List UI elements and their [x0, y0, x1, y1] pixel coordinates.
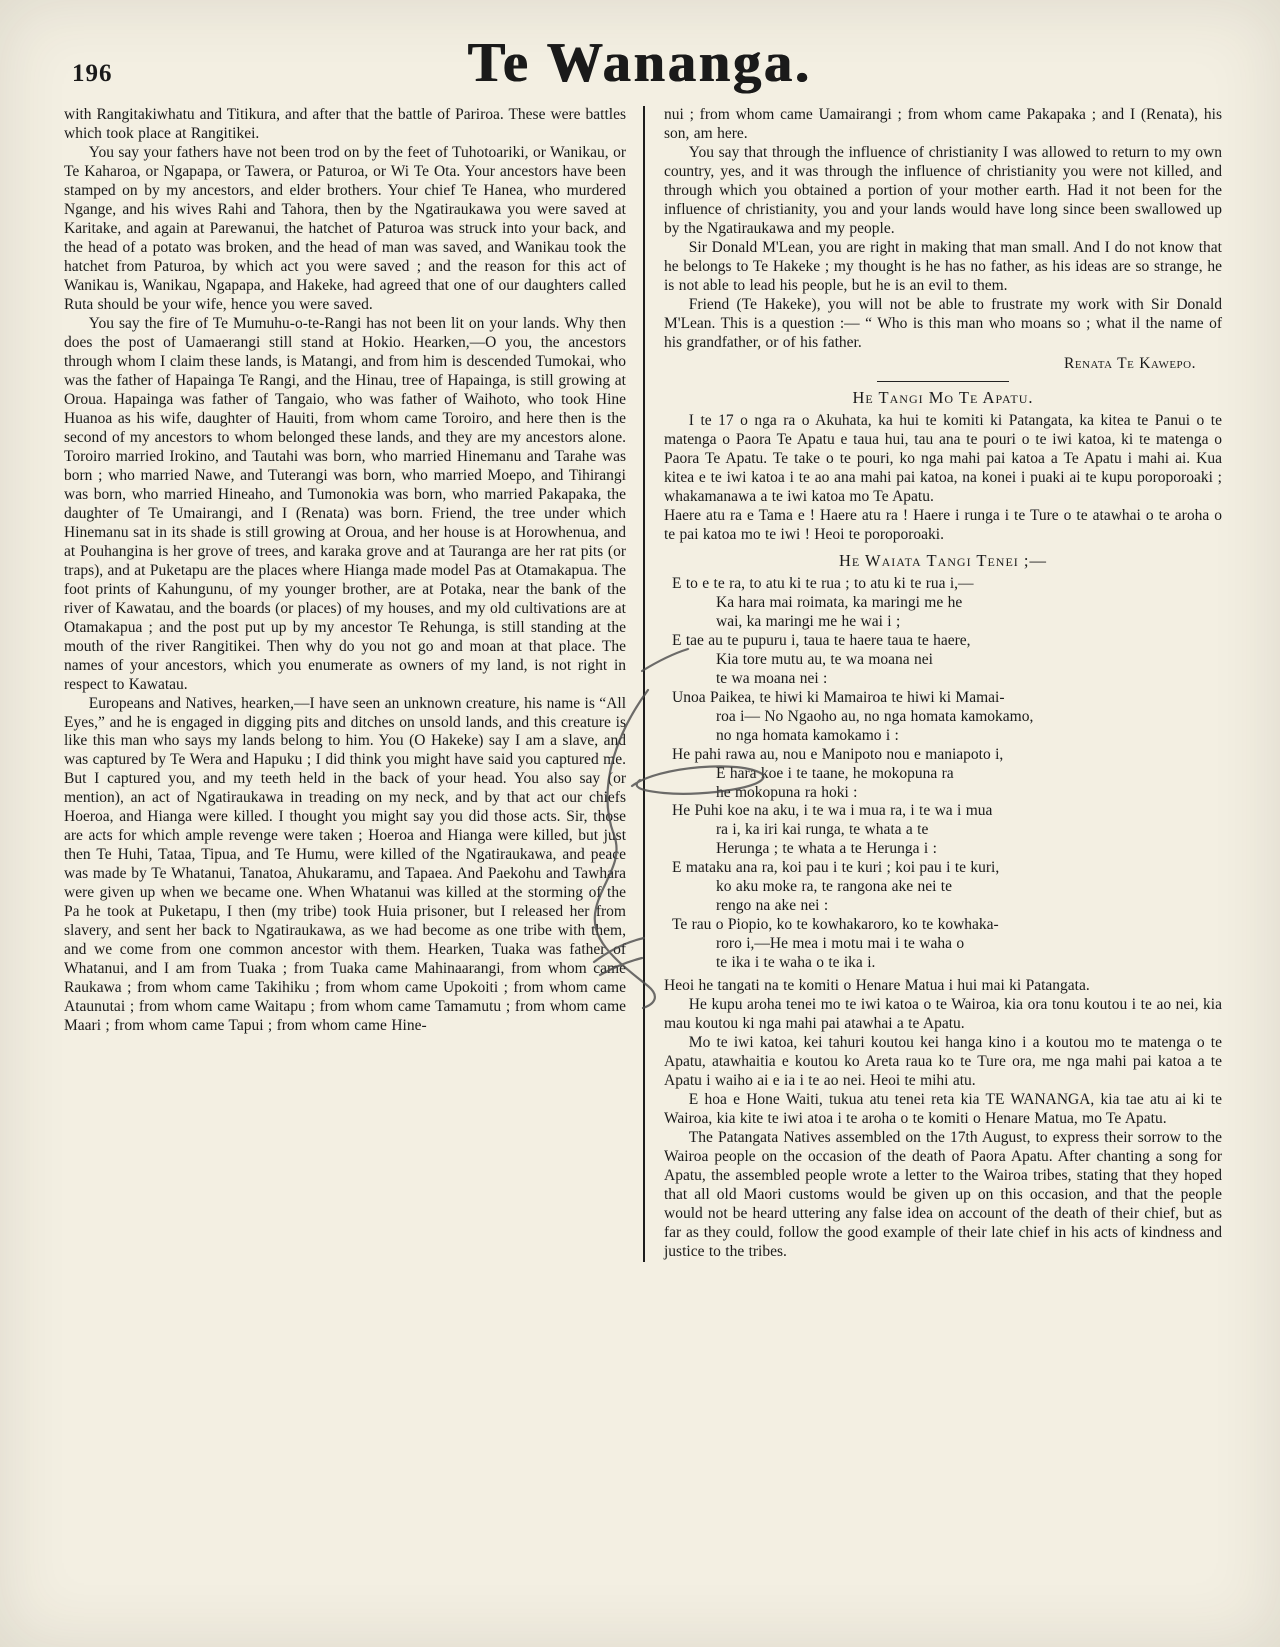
waiata — [664, 575, 1222, 974]
paragraph: You say your fathers have not been trod on by the feet of Tuhotoariki, or Wanikau, or Te Kaharoa, or Ngapapa, or Tawera, or Paturoa, or Wi Te Ota. Your ancestors have been stamped on by my ancestors, and elder brothers. Your chief Te Hanea, who murdered Ngange, and his wives Rahi and Tahora, then by the Ngatiraukawa you were saved at Karitake, and again at Parewanui, the hatchet of Paturoa was struck into your back, and the head of a potato was broken, and the head of man was saved, and Wanikau took the hatchet from Paturoa, by which act you were saved ; and the reason for this act of Wanikau is, Wanikau, Ngapapa, and Hakeke, had agreed that one of our daughters called Ruta should be your wife, hence you were saved. — [64, 143, 626, 313]
waiata-line: Kia tore mutu au, te wa moana nei — [716, 650, 933, 668]
left-column — [64, 106, 643, 1262]
waiata-line: He Puhi koe na aku, i te wa i mua ra, i te wa i mua — [672, 802, 993, 820]
waiata-line: E tae au te pupuru i, taua te haere taua te haere, — [672, 631, 971, 649]
waiata-line: no nga homata kamokamo i : — [716, 726, 899, 744]
waiata-line: He pahi rawa au, nou e Manipoto nou e maniapoto i, — [672, 745, 1004, 763]
columns — [64, 106, 1222, 1262]
waiata-line: roro i,—He mea i motu mai i te waha o — [716, 935, 965, 953]
waiata-line: te wa moana nei : — [716, 669, 828, 687]
paragraph: I te 17 o nga ra o Akuhata, ka hui te komiti ki Patangata, ka kitea te Panui o te matenga o Paora Te Apatu e taua hui, tau ana te pouri o te iwi katoa, ki te matenga o Paora Te Apatu. Te take o te pouri, ko nga mahi pai katoa a Te Apatu i mahi ai. Kua kitea e te iwi katoa i te ao ana mahi pai katoa, na konei i puaki ai te kupu poroporoaki ; whakamanawa a te iwi katoa mo Te Apatu. — [664, 411, 1222, 505]
paragraph: E hoa e Hone Waiti, tukua atu tenei reta kia TE WANANGA, kia tae atu ai ki te Wairoa, kia kite te iwi atoa i te aroha o te komiti o Henare Matua, mo Te Apatu. — [664, 1091, 1222, 1128]
paragraph: The Patangata Natives assembled on the 17th August, to express their sorrow to the Wairoa people on the occasion of the death of Paora Apatu. After chanting a song for Apatu, the assembled people wrote a letter to the Wairoa tribes, stating that they hoped that all old Maori customs would be given up on this occasion, and that the people would not be heard uttering any false idea on account of the death of their chief, but as far as they could, follow the good example of their late chief in his acts of kindness and justice to the tribes. — [664, 1129, 1222, 1261]
waiata-line: Unoa Paikea, te hiwi ki Mamairoa te hiwi ki Mamai- — [672, 688, 1005, 706]
masthead-title: Te Wananga. — [467, 32, 813, 94]
waiata-line: ko aku moke ra, te rangona ake nei te — [716, 878, 952, 896]
section-heading-waiata: He Waiata Tangi Tenei ;— — [838, 550, 1048, 570]
right-column — [643, 106, 1222, 1262]
waiata-line: Te rau o Piopio, ko te kowhakaroro, ko te kowhaka- — [672, 916, 999, 934]
paragraph: Sir Donald M'Lean, you are right in making that man small. And I do not know that he belongs to Te Hakeke ; my thought is he has no father, as his ideas are so strange, he is not able to lead his people, but he is an evil to them. — [664, 238, 1222, 294]
section-divider-rule — [877, 381, 1009, 382]
waiata-line: E mataku ana ra, koi pau i te kuri ; koi pau i te kuri, — [672, 859, 1000, 877]
page-number: 196 — [72, 60, 113, 87]
signature-renata-te-kawepo: Renata Te Kawepo. — [1064, 354, 1196, 372]
paragraph: You say the fire of Te Mumuhu-o-te-Rangi has not been lit on your lands. Why then does the post of Uamaerangi still stand at Hokio. Hearken,—O you, the ancestors through whom I claim these lands, is Matangi, and from him is descended Tumokai, who was the father of Hapainga Te Rangi, and the Hinau, tree of Hapainga, is still growing at Oroua. Hapainga was father of Tangaio, who was father of Waihoto, who took Hine Huanoa as his wife, daughter of Hauiti, from whom came Toroiro, and here then is the second of my ancestors to whom belonged these lands, and they are my ancestors alone. Toroiro married Irokino, and Tautahi was born, who married Hinemanu and Tarahe was born ; who married Nawe, and Tuterangi was born, who married Moepo, and Tihirangi was born, who married Hineaho, and Tumonokia was born, who married Pakapaka, the daughter of Te Umairangi, and I (Renata) was born. Friend, the tree under which Hinemanu sat in its shade is still growing at Oroua, and her house is at Horowhenua, and at Pouhangina is her grove of trees, and karaka grove and at Tauranga are her rat pits (or traps), and at Puketapu are the places where Hianga made model Pas at Otamakapua. The foot prints of Kahungunu, of my younger brother, are at Potaka, near the bank of the river of Kawatau, and the boards (or places) of my houses, and my old cultivations are at Otamakapua ; and the post put up by my ancestor Te Rehunga, is still standing at the mouth of the river Rangitikei. Then why do you not go and moan at that place. The names of your ancestors, which you enumerate as owners of my land, is not right in respect to Kawatau. — [64, 314, 626, 693]
waiata-line: te ika i te waha o te ika i. — [716, 954, 876, 972]
paragraph: You say that through the influence of christianity I was allowed to return to my own country, yes, and it was through the influence of christianity you were not killed, and through which you obtained a portion of your mother earth. Had it not been for the influence of christianity, you and your lands would have long since been swallowed up by the Ngatiraukawa and my people. — [664, 143, 1222, 237]
waiata-line: he mokopuna ra hoki : — [716, 783, 858, 801]
waiata-line: rengo na ake nei : — [716, 897, 829, 915]
waiata-line: E to e te ra, to atu ki te rua ; to atu ki te rua i,— — [672, 574, 974, 592]
paragraph: Heoi he tangati na te komiti o Henare Matua i hui mai ki Patangata. — [664, 977, 1090, 995]
section-heading-tangi: He Tangi Mo Te Apatu. — [852, 387, 1034, 407]
paragraph: Haere atu ra e Tama e ! Haere atu ra ! Haere i runga i te Ture o te atawhai o te aroha o te pai katoa mo te iwi ! Heoi te poroporoaki. — [664, 506, 1222, 543]
waiata-line: wai, ka maringi me he wai i ; — [716, 612, 901, 630]
waiata-line: E hara koe i te taane, he mokopuna ra — [716, 764, 954, 782]
waiata-line: Herunga ; te whata a te Herunga i : — [716, 840, 937, 858]
waiata-line: Ka hara mai roimata, ka maringi me he — [716, 593, 963, 611]
waiata-line: roa i— No Ngaoho au, no nga homata kamokamo, — [716, 707, 1034, 725]
paragraph: nui ; from whom came Uamairangi ; from whom came Pakapaka ; and I (Renata), his son, am here. — [664, 106, 1222, 142]
waiata-line: ra i, ka iri kai runga, te whata a te — [716, 821, 929, 839]
paragraph: Friend (Te Hakeke), you will not be able to frustrate my work with Sir Donald M'Lean. This is a question :— “ Who is this man who moans so ; what il the name of his grandfather, or of his father. — [664, 295, 1222, 351]
paragraph: Mo te iwi katoa, kei tahuri koutou kei hanga kino i a koutou mo te matenga o te Apatu, atawhaitia e koutou ko Areta raua ko te Ture ora, me nga mahi pai katoa a te Apatu i waiho ai e ia i te ao nei. Heoi te mihi atu. — [664, 1034, 1222, 1090]
paragraph: Europeans and Natives, hearken,—I have seen an unknown creature, his name is “All Eyes,” and he is engaged in digging pits and ditches on unsold lands, and this creature is like this man who says my lands belong to him. You (O Hakeke) say I am a slave, and was captured by Te Wera and Hapuku ; I did think you might have said you captured me. But I captured you, and my teeth held in the back of your head. You also say (or mention), an act of Ngatiraukawa in treading on my neck, and by that act our chiefs Hoeroa, and Hianga were killed. I thought you might say you did those acts. Sir, those are acts for which ample revenge were taken ; Hoeroa and Hianga were killed, but just then Te Huhi, Tataa, Tipua, and Te Humu, were killed of the Ngatiraukawa, and peace was made by Te Whatanui, Tanatoa, Ahukaramu, and Tapaea. And Paekohu and Tawhara were given up when we became one. When Whatanui was killed at the storming of the Pa he took at Puketapu, I then (my tribe) took Huia prisoner, but I released her from slavery, and sent her back to Ngatiraukawa, as we had become as one tribe with them, and we come from one common ancestor with them. Hearken, Tuaka was father of Whatanui, and I am from Tuaka ; from Tuaka came Mahinaarangi, from whom came Raukawa ; from whom came Takihiku ; from whom came Upokoiti ; from whom came Ataunutai ; from whom came Waitapu ; from whom came Tamamutu ; from whom came Maari ; from whom came Tapui ; from whom came Hine- — [64, 694, 626, 1035]
paragraph: He kupu aroha tenei mo te iwi katoa o te Wairoa, kia ora tonu koutou i te ao nei, kia mau koutou ki nga mahi pai atawhai a te Apatu. — [664, 996, 1222, 1033]
paragraph: with Rangitakiwhatu and Titikura, and after that the battle of Pariroa. These were battles which took place at Rangitikei. — [64, 106, 626, 142]
